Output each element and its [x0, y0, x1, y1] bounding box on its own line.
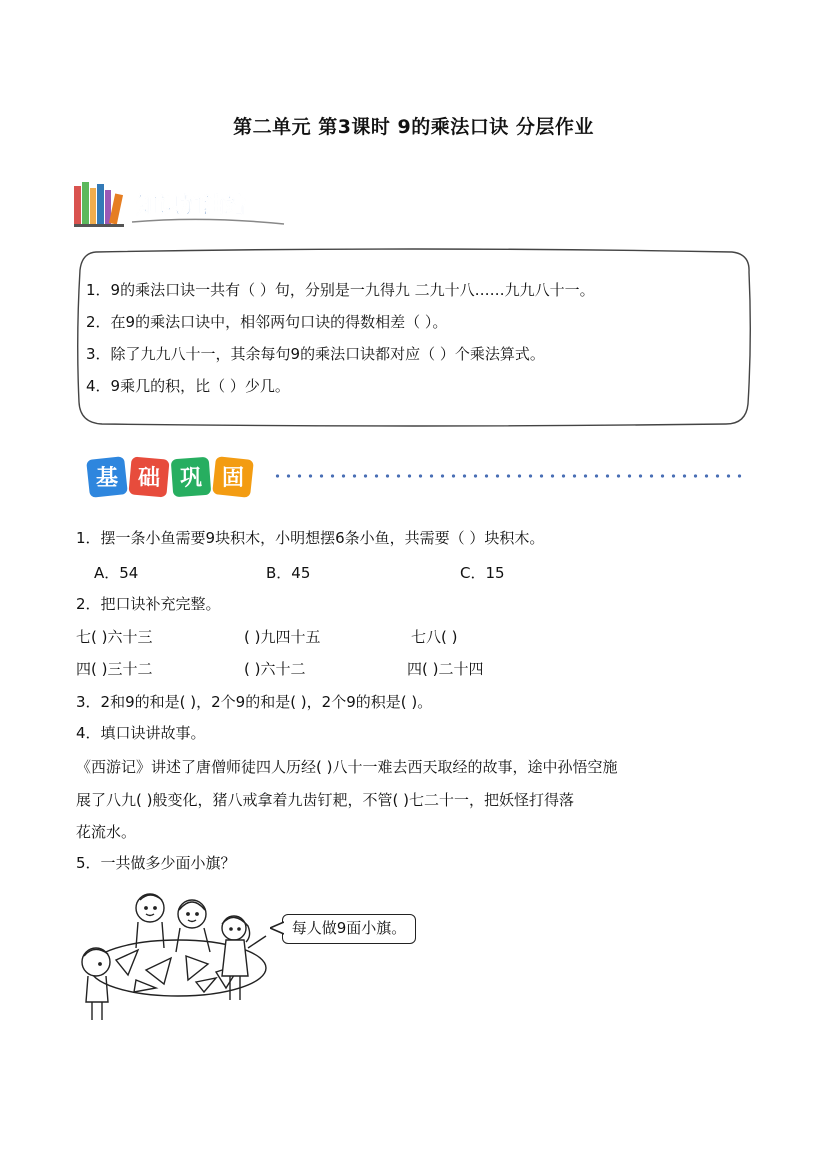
question-3: 3．2和9的和是( )，2个9的和是( )，2个9的积是( )。 [76, 693, 433, 711]
q1-option-b: B．45 [266, 564, 311, 582]
speech-bubble: 每人做9面小旗。 [282, 914, 416, 944]
page-title: 第二单元 第3课时 9的乘法口诀 分层作业 [233, 116, 594, 138]
dotted-divider [272, 474, 742, 478]
knowledge-item-2: 2．在9的乘法口诀中，相邻两句口诀的得数相差（ ）。 [86, 313, 448, 331]
q2-row1-item3: 七八( ) [411, 628, 458, 646]
question-4: 4．填口诀讲故事。 [76, 724, 206, 742]
knowledge-item-4: 4．9乘几的积，比（ ）少几。 [86, 377, 290, 395]
q1-option-a: A．54 [94, 564, 139, 582]
svg-text:础: 础 [137, 466, 161, 491]
books-icon [74, 182, 124, 227]
knowledge-item-3: 3．除了九九八十一，其余每句9的乘法口诀都对应（ ）个乘法算式。 [86, 345, 545, 363]
q4-story-line-1: 《西游记》讲述了唐僧师徒四人历经( )八十一难去西天取经的故事，途中孙悟空施 [76, 758, 618, 776]
tile-gu [212, 456, 254, 498]
q2-row1-item1: 七( )六十三 [76, 628, 153, 646]
q4-story-line-2: 展了八九( )般变化，猪八戒拿着九齿钉耙，不管( )七二十一，把妖怪打得落 [76, 791, 574, 809]
svg-text:基: 基 [95, 466, 119, 491]
q1-option-c: C．15 [460, 564, 505, 582]
svg-text:巩: 巩 [179, 466, 203, 491]
tile-chu [128, 456, 169, 497]
tile-ji [86, 456, 128, 498]
speech-bubble-tail [270, 920, 284, 936]
question-2: 2．把口诀补充完整。 [76, 595, 221, 613]
q2-row2-item1: 四( )三十二 [76, 660, 153, 678]
q2-row1-item2: ( )九四十五 [244, 628, 321, 646]
q2-row2-item3: 四( )二十四 [407, 660, 484, 678]
knowledge-item-1: 1．9的乘法口诀一共有（ ）句，分别是一九得九 二九十八……九九八十一。 [86, 281, 595, 299]
knowledge-station-heading: 知识加油站 [136, 194, 247, 219]
question-5: 5．一共做多少面小旗？ [76, 854, 236, 872]
knowledge-box-frame [76, 248, 752, 428]
knowledge-station-banner [74, 180, 294, 230]
q4-story-line-3: 花流水。 [76, 823, 137, 841]
basic-consolidation-banner [84, 452, 264, 502]
children-flags-illustration [76, 880, 276, 1025]
svg-text:固: 固 [221, 466, 245, 491]
question-1: 1．摆一条小鱼需要9块积木，小明想摆6条小鱼，共需要（ ）块积木。 [76, 529, 545, 547]
q2-row2-item2: ( )六十二 [244, 660, 306, 678]
tile-gong [171, 457, 212, 498]
